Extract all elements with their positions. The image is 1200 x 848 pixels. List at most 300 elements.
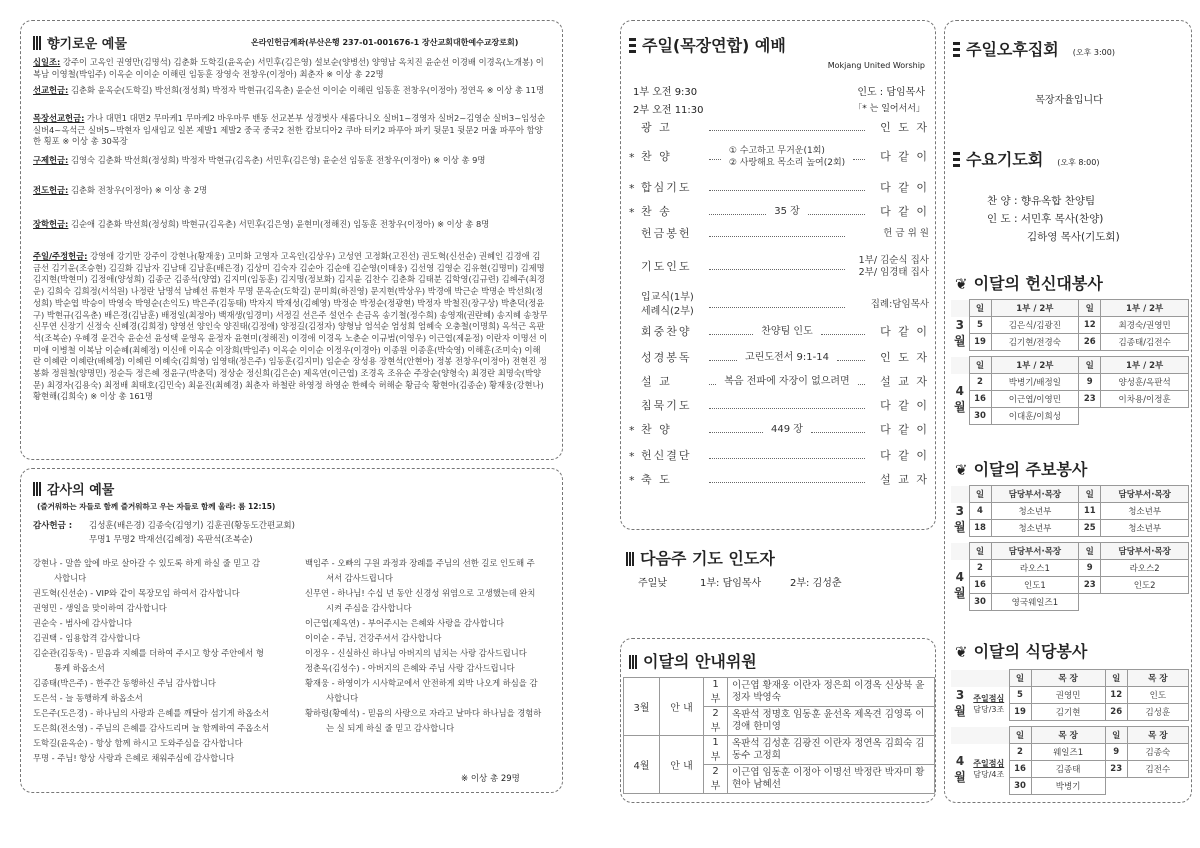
thanks-line: 사합니다 <box>33 573 87 583</box>
order-content: 35 장 <box>774 206 800 217</box>
section-bar-icon <box>629 655 638 669</box>
header-cell: 일 <box>969 543 991 560</box>
header-cell: 담당부서·목장 <box>1101 486 1189 503</box>
wednesday-title: 수요기도회 (오후 8:00) <box>953 147 1100 170</box>
thanks-line: 도은주(도은경) - 하나님의 사랑과 은혜를 깨달아 섬기게 하옵소서 <box>33 708 270 718</box>
right-box <box>944 20 1192 803</box>
dot-leader <box>811 427 865 433</box>
worship-row <box>629 145 929 169</box>
dedication-title: ❦ 이달의 헌신대봉사 <box>955 274 1103 293</box>
offering-label: 전도헌금: <box>33 185 69 195</box>
order-title: 찬 양 <box>641 423 672 436</box>
table-cell: 이대훈/이희성 <box>991 408 1079 425</box>
order-content: 찬양팀 인도 <box>761 326 813 337</box>
usher-part: 1부 <box>704 678 728 707</box>
order-title: 성경봉독 <box>641 351 692 364</box>
dot-leader <box>709 209 766 215</box>
table-cell: 16 <box>1009 761 1031 778</box>
offering-label: 주일/주정헌금: <box>33 251 88 261</box>
table-cell: 청소년부 <box>991 503 1079 520</box>
thanks-line: 김순관(김동욱) - 믿음과 지혜를 더하여 주시고 항상 주안에서 형 <box>33 648 264 658</box>
order-title: 입교식(1부) 세례식(2부) <box>641 292 694 317</box>
spacer-row <box>951 611 1189 617</box>
order-title: 축 도 <box>641 473 672 486</box>
worship-row <box>629 423 929 437</box>
thanks-label: 감사헌금 : <box>33 521 73 531</box>
header-blank <box>951 543 969 560</box>
wednesday-leader: 인 도 : 서민후 목사(찬양) <box>987 213 1104 225</box>
usher-part: 2부 <box>704 765 728 794</box>
time-2: 2부 오전 11:30 <box>633 105 704 116</box>
thanks-title: 감사의 예물 <box>33 479 114 498</box>
thanks-names-1: 김성훈(배은경) 김종숙(김영기) 김훈권(황동도간편교회) <box>89 521 295 531</box>
table-cell: 4 <box>969 503 991 520</box>
table-cell: 권영민 <box>1031 687 1105 704</box>
dot-leader <box>808 209 865 215</box>
header-blank <box>969 727 1009 744</box>
stand-mark: * <box>629 205 635 219</box>
usher-names: 이근엽 황재웅 이란자 정은희 이경옥 신상북 윤정자 박영숙 <box>728 678 935 707</box>
dot-leader <box>709 329 753 335</box>
header-cell: 일 <box>1009 727 1031 744</box>
order-title: 기도인도 <box>641 260 692 273</box>
order-person: 다 같 이 <box>880 181 929 194</box>
afternoon-text: 목장자율입니다 <box>1035 95 1103 106</box>
header-cell: 담당부서·목장 <box>991 486 1079 503</box>
table-cell: 18 <box>969 520 991 537</box>
table-row <box>951 560 1189 577</box>
thanks-verse: (즐거워하는 자들로 함께 즐거워하고 우는 자들로 함께 울라: 롬 12:15) <box>37 502 276 511</box>
offering-box <box>20 20 563 460</box>
table-cell: 2 <box>969 374 991 391</box>
ushers-title: 이달의 안내위원 <box>629 649 757 672</box>
month-cell: 4월 <box>954 753 966 784</box>
duty-lead: 주일점심 <box>973 759 1005 768</box>
offering-text: 강주이 고옥인 권영만(김명석) 김춘화 도학길(윤옥순) 서민후(김은영) 설보순(양병선) 양영남 옥치진 윤순선 이경배 이경옥(노개봉) 이복남 이영철(박임주) 이옥순 이이순 이해린 임동훈 장영숙 전창우(이정아) 최춘자 ※ 이상 총 22명 <box>33 57 544 79</box>
table-cell: 박병기/배정일 <box>991 374 1079 391</box>
next-part1: 1부: 담임목사 <box>700 578 762 589</box>
thanks-line: 김종태(박은주) - 한주간 동행하신 주님 감사합니다 <box>33 678 216 688</box>
header-cell: 1부 / 2부 <box>991 300 1079 317</box>
duty-cell <box>969 744 1009 795</box>
leaf-icon: ❦ <box>955 643 968 661</box>
table-row <box>951 577 1189 594</box>
table-cell: 5 <box>1009 687 1031 704</box>
spacer-row <box>951 425 1189 431</box>
header-cell: 1부 / 2부 <box>1101 357 1189 374</box>
order-content: ① 수고하고 무거운(1회) ② 사랑해요 목소리 높여(2회) <box>728 146 846 168</box>
order-person: 설 교 자 <box>880 375 929 388</box>
table-header <box>951 727 1189 744</box>
order-title: 광 고 <box>641 121 672 134</box>
stand-mark: * <box>629 473 635 487</box>
order-content: 복음 전파에 자장이 없으려면 <box>724 376 850 387</box>
kitchen-title: ❦ 이달의 식당봉사 <box>955 642 1088 661</box>
dot-leader <box>709 185 865 191</box>
table-cell: 2 <box>969 560 991 577</box>
table-cell: 김기현 <box>1031 704 1105 721</box>
next-title: 다음주 기도 인도자 <box>626 546 775 569</box>
order-content: 449 장 <box>771 424 803 435</box>
dot-leader <box>709 154 721 160</box>
next-part2: 2부: 김성춘 <box>790 578 842 589</box>
thanks-line: 도은희(전소영) - 주님의 은혜를 감사드리며 늘 함께하여 주옵소서 <box>33 723 270 733</box>
table-header <box>951 486 1189 503</box>
thanks-line: 김권택 - 임용합격 감사합니다 <box>33 633 141 643</box>
header-cell: 1부 / 2부 <box>991 357 1079 374</box>
header-cell: 목 장 <box>1031 670 1105 687</box>
header-cell: 일 <box>1009 670 1031 687</box>
table-header <box>951 357 1189 374</box>
table-cell: 12 <box>1105 687 1127 704</box>
table-row <box>951 317 1189 334</box>
table-cell: 30 <box>1009 778 1031 795</box>
thanks-line: 권영민 - 생일을 맞이하여 감사합니다 <box>33 603 167 613</box>
stand-note: 「* 는 일어서서」 <box>853 104 925 114</box>
table-row <box>951 391 1189 408</box>
usher-part: 1부 <box>704 736 728 765</box>
table-cell: 라오스2 <box>1101 560 1189 577</box>
table-cell: 웨일즈1 <box>1031 744 1105 761</box>
stand-mark: * <box>629 150 635 164</box>
table-cell: 김전수 <box>1127 761 1188 778</box>
usher-role: 안 내 <box>660 736 704 794</box>
dot-leader <box>709 477 865 483</box>
thanks-line: 신무연 - 하나님! 수십 년 동안 신경성 위염으로 고생했는데 완치 <box>305 588 536 598</box>
ushers-table <box>623 677 935 794</box>
order-person: 다 같 이 <box>880 449 929 462</box>
table-cell: 11 <box>1079 503 1101 520</box>
table-cell: 9 <box>1105 744 1127 761</box>
usher-row <box>624 678 935 707</box>
offering-text: 가나 대면1 대면2 무마케1 무마케2 바우마루 밴동 선교본부 성경벗사 새롬다니오 실버1~경영자 실버2~김영순 실버3~임성순 실버4~옥석근 실버5~박현자 임새임교 일본 제발1 제발2 중국 중국2 천한 캄보디아2 쿠바 터키2 파푸아 파키 뒷문1 뒷문2 머울 파푸아 함양 한 횡포 ※ 이상 총 30목장 <box>33 113 546 147</box>
table-cell: 최경숙/권영민 <box>1101 317 1189 334</box>
table-cell: 16 <box>969 391 991 408</box>
table-cell <box>1127 778 1188 795</box>
offering-item <box>33 219 548 241</box>
order-person: 인 도 자 <box>880 121 929 134</box>
thanks-line: 이근엽(제옥연) - 부어주시는 은혜와 사랑을 감사합니다 <box>305 618 504 628</box>
table-cell: 김종태 <box>1031 761 1105 778</box>
table-cell: 박병기 <box>1031 778 1105 795</box>
table-cell: 23 <box>1105 761 1127 778</box>
header-blank <box>951 357 969 374</box>
order-title: 설 교 <box>641 375 672 388</box>
offering-label: 목장선교헌금: <box>33 113 85 123</box>
order-title: 찬 송 <box>641 205 672 218</box>
header-cell: 일 <box>969 300 991 317</box>
table-cell: 30 <box>969 594 991 611</box>
month-cell: 3월 <box>954 688 966 718</box>
table-cell: 23 <box>1079 391 1101 408</box>
table-cell: 김은식/김광진 <box>991 317 1079 334</box>
order-content: 고린도전서 9:1-14 <box>745 352 829 363</box>
worship-row <box>629 449 929 463</box>
header-cell: 일 <box>1105 727 1127 744</box>
thanks-line: 권순숙 - 범사에 감사합니다 <box>33 618 133 628</box>
usher-names: 옥판석 김성훈 김광진 이란자 정연옥 김희숙 김동수 고정희 <box>728 736 935 765</box>
header-cell: 일 <box>1105 670 1127 687</box>
order-person: 다 같 이 <box>880 205 930 218</box>
order-title: 헌금봉헌 <box>641 227 692 240</box>
table-cell: 19 <box>969 334 991 351</box>
thanks-line: 무명 - 주님! 항상 사랑과 은혜로 채워주심에 감사합니다 <box>33 753 235 763</box>
order-person: 집례:담임목사 <box>870 299 929 310</box>
table-cell <box>1105 778 1127 795</box>
order-person: 설 교 자 <box>880 473 929 486</box>
dot-leader <box>709 231 845 237</box>
order-person: 1부/ 김순식 집사 2부/ 임경태 집사 <box>858 255 929 278</box>
month-cell: 3월 <box>953 318 966 348</box>
thanks-line: 셔서 감사드립니다 <box>305 573 393 583</box>
dot-leader <box>709 302 845 308</box>
worship-row <box>629 325 929 339</box>
offering-item <box>33 155 548 177</box>
order-title: 헌신결단 <box>641 449 692 462</box>
header-cell: 일 <box>1079 543 1101 560</box>
section-mark-icon <box>629 38 636 53</box>
table-row <box>951 687 1189 704</box>
usher-names: 옥판석 정명호 임동훈 윤선옥 제옥견 김영록 이경애 한미영 <box>728 707 935 736</box>
spacer-row <box>951 795 1189 801</box>
order-person: 다 같 이 <box>880 325 930 338</box>
table-cell: 라오스1 <box>991 560 1079 577</box>
stand-mark: * <box>629 181 635 195</box>
dot-leader <box>709 125 865 131</box>
thanks-line: 도학길(윤옥순) - 항상 함께 하시고 도와주심을 감사합니다 <box>33 738 243 748</box>
offering-item <box>33 185 548 207</box>
header-cell: 목 장 <box>1127 727 1188 744</box>
header-cell: 일 <box>1079 300 1101 317</box>
order-title: 회중찬양 <box>641 325 692 338</box>
table-cell <box>1079 594 1101 611</box>
stand-mark: * <box>629 423 635 437</box>
section-bar-icon <box>626 552 635 566</box>
thanks-line: 정춘옥(김성수) - 아버지의 은혜와 주님 사랑 감사드립니다 <box>305 663 515 673</box>
month-cell: 4월 <box>953 569 966 600</box>
bulletin-title: ❦ 이달의 주보봉사 <box>955 460 1088 479</box>
wednesday-leader-2: 김하영 목사(기도회) <box>1027 231 1120 243</box>
dot-leader <box>858 379 865 385</box>
stand-mark: * <box>629 449 635 463</box>
next-leaders <box>620 538 936 618</box>
table-cell: 양성훈/옥판석 <box>1101 374 1189 391</box>
worship-row <box>629 205 929 219</box>
worship-row <box>629 255 929 279</box>
offering-text: 강영애 강기만 강주이 강현나(황재웅) 고미화 고영자 고옥인(김상우) 고성연 고정화(고진선) 권도혁(신선순) 권혜인 김경애 김금선 김기윤(조승현) 김길화 김남자 김남태 김남훈(배은경) 김상미 김숙자 김순아 김순애 김순영(이태웅) 김선영 김영순 김유현(김명미) 김제명 김지현(박현미) 김정애(양성희) 김종군 김종석(양엽) 김지미(임동훈) 김지명(정보화) 김지윤 김찬수 김춘화 김태분 김학영(김규련) 김혜주(최경운) 김희숙 김희정(서석원) 나정란 남명석 남혜선 류현자 무명 문옥순(도학길) 문미희(하진영) 문지현(박상우) 박경애 박근순 박명순 박선희(정성희) 박순엽 박승이 박영숙 박영순(손익도) 박은주(김동태) 박자지 박재성(김혜영) 박정순 박정순(정광현) 박정자 박철진(장구상) 박춘덕(정윤구) 박현규(김옥춘) 배은경(김남훈) 배정일(최정아) 백재생(임경미) 서정길 선은주 설언수 손금옥 송기철(정수희) 송영재(권란혜) 송지혜 송창무 신무연 신장기 신정숙 신혜경(김희정) 양영선 양인숙 양진태(김정애) 양정길(김정자) 양형남 엄석순 엄성희 엄혜숙 오충철(이명희) 옥석근 옥판석(조복순) 우혜경 윤건숙 윤순선 윤성택 윤영옥 윤정자 윤현미(정해진) 이경애 이경옥 노춘순 이규범(이영우) 이근엽(제윤정) 이란자 이명선 이미애 이병철 이복남 이순혜(최혜정) 이신애 이옥순 이장희(박임주) 이옥순 이이순 이정우(이경아) 이종원 이종훈(박숙영) 이해훈(조미숙) 이해란 이혜란 이혜란(배혜정) 이혜린 이혜숙(김희영) 임영태(정은주) 임동훈(김지미) 임순순 장성용 장현석(안현아) 정봉 전창우(이정아) 전현진 정봉화 정원철(양명민) 정순득 정은혜 정윤구(박춘덕) 정상순 정신희(김은순) 제옥연(이근엽) 조경옥 조유순 주장순(양형숙) 최경란 최명숙(박양문) 최경자(김용숙) 최정배 최태호(김민숙) 최윤진(최혜경) 최춘자 하철란 하영정 하영순 한혜숙 허해순 황금숙 황현아(김종순) 황재웅(강현나) 황현해(김희숙) ※ 이상 총 161명 <box>33 251 548 402</box>
table-cell: 인도 <box>1127 687 1188 704</box>
worship-row <box>629 399 929 413</box>
time-1: 1부 오전 9:30 <box>633 87 698 98</box>
header-cell: 일 <box>969 357 991 374</box>
dot-leader <box>837 355 865 361</box>
dot-leader <box>709 355 737 361</box>
worship-row <box>629 375 929 389</box>
duty-sub: 담당/4조 <box>973 770 1005 779</box>
offering-text: 김순애 김춘화 박선희(정성희) 박현규(김옥춘) 서민후(김은영) 윤현미(정해진) 임동훈 전창우(이정아) ※ 이상 총 8명 <box>68 219 490 229</box>
section-mark-icon <box>953 42 960 57</box>
order-person: 헌 금 위 원 <box>883 228 929 239</box>
thanks-box <box>20 468 563 793</box>
table-cell: 26 <box>1079 334 1101 351</box>
thanks-line: 권도혁(신선순) - VIP와 같이 목장모임 하여서 감사합니다 <box>33 588 240 598</box>
table-cell <box>1101 408 1189 425</box>
table-cell: 김성훈 <box>1127 704 1188 721</box>
table-cell: 인도2 <box>1101 577 1189 594</box>
header-blank <box>951 727 969 744</box>
dot-leader <box>709 264 845 270</box>
dot-leader <box>821 329 865 335</box>
thanks-line: 이정우 - 신실하신 하나님 아버지의 넘치는 사랑 감사드립니다 <box>305 648 527 658</box>
dot-leader <box>709 379 716 385</box>
table-cell: 16 <box>969 577 991 594</box>
table-cell: 김종태/김전수 <box>1101 334 1189 351</box>
usher-names: 이근엽 임동훈 이정아 이명선 박정란 박자미 황현아 남혜선 <box>728 765 935 794</box>
thanks-line: 시켜 주심을 감사합니다 <box>305 603 412 613</box>
duty-sub: 담당/3조 <box>973 704 1005 714</box>
table-cell: 인도1 <box>991 577 1079 594</box>
worship-row <box>629 227 929 241</box>
usher-part: 2부 <box>704 707 728 736</box>
worship-row <box>629 181 929 195</box>
table-cell: 김종숙 <box>1127 744 1188 761</box>
table-cell: 9 <box>1079 374 1101 391</box>
worship-row <box>629 291 929 319</box>
header-cell: 담당부서·목장 <box>1101 543 1189 560</box>
section-mark-icon <box>953 152 960 167</box>
worship-title: 주일(목장연합) 예배 <box>629 33 786 56</box>
order-person: 인 도 자 <box>880 351 929 364</box>
table-row <box>951 520 1189 537</box>
thanks-line: 황재웅 - 하영이가 시사학교에서 안전하게 외박 나오게 하심을 감 <box>305 678 538 688</box>
leaf-icon: ❦ <box>955 275 968 293</box>
table-header <box>951 670 1189 687</box>
table-cell: 9 <box>1079 560 1101 577</box>
offering-label: 구제헌금: <box>33 155 69 165</box>
thanks-line: 백임주 - 오빠의 구원 과정과 장례를 주님의 선한 길로 인도해 주 <box>305 558 535 568</box>
account-info: 온라인헌금계좌(부산은행 237-01-001676-1 장산교회대한예수교장로회) <box>251 38 519 47</box>
header-cell: 일 <box>1079 486 1101 503</box>
header-cell: 목 장 <box>1031 727 1105 744</box>
section-bar-icon <box>33 36 42 50</box>
thanks-line: 강현나 - 말씀 앞에 바로 살아갈 수 있도록 하게 하실 줄 믿고 감 <box>33 558 260 568</box>
wednesday-praise: 찬 양 : 향유옥합 찬양팀 <box>987 195 1096 207</box>
table-cell: 26 <box>1105 704 1127 721</box>
worship-row <box>629 121 929 135</box>
ushers-box <box>620 638 936 803</box>
thanks-total: ※ 이상 총 29명 <box>461 774 520 784</box>
worship-english-title: Mokjang United Worship <box>827 61 925 70</box>
dot-leader <box>709 453 865 459</box>
header-blank <box>969 670 1009 687</box>
kitchen-table <box>951 669 1189 801</box>
order-title: 합심기도 <box>641 181 692 194</box>
table-cell: 12 <box>1079 317 1101 334</box>
table-cell: 23 <box>1079 577 1101 594</box>
table-row <box>951 503 1189 520</box>
usher-month: 4월 <box>624 736 660 794</box>
order-title: 침묵기도 <box>641 399 692 412</box>
table-row <box>951 594 1189 611</box>
leaf-icon: ❦ <box>955 461 968 479</box>
table-cell: 2 <box>1009 744 1031 761</box>
section-bar-icon <box>33 482 42 496</box>
next-label: 주일낮 <box>638 578 667 589</box>
table-cell <box>1079 408 1101 425</box>
table-header <box>951 543 1189 560</box>
header-blank <box>951 300 969 317</box>
offering-item <box>33 251 548 451</box>
thanks-line: 사합니다 <box>305 693 359 703</box>
dot-leader <box>853 154 865 160</box>
table-cell: 19 <box>1009 704 1031 721</box>
offering-label: 선교헌금: <box>33 85 69 95</box>
table-cell: 30 <box>969 408 991 425</box>
thanks-line: 통케 하옵소서 <box>33 663 105 673</box>
order-title: 찬 양 <box>641 150 672 163</box>
table-cell <box>1101 594 1189 611</box>
table-cell: 김기현/전경숙 <box>991 334 1079 351</box>
table-row <box>951 408 1189 425</box>
month-cell: 3월 <box>953 504 966 534</box>
offering-item <box>33 85 548 107</box>
bulletin-table <box>951 485 1189 617</box>
duty-cell <box>969 687 1009 721</box>
offering-label: 장학헌금: <box>33 219 69 229</box>
table-row <box>951 374 1189 391</box>
leader: 인도 : 담임목사 <box>857 87 925 98</box>
order-person: 다 같 이 <box>880 423 929 436</box>
offering-item <box>33 57 548 83</box>
dot-leader <box>709 403 865 409</box>
thanks-line: 는 실 되게 하실 줄 믿고 감사합니다 <box>305 723 455 733</box>
header-cell: 일 <box>969 486 991 503</box>
usher-role: 안 내 <box>660 678 704 736</box>
header-blank <box>951 486 969 503</box>
usher-row <box>624 736 935 765</box>
worship-row <box>629 351 929 365</box>
order-person: 다 같 이 <box>880 399 929 412</box>
table-cell: 청소년부 <box>1101 520 1189 537</box>
usher-month: 3월 <box>624 678 660 736</box>
table-cell: 청소년부 <box>991 520 1079 537</box>
thanks-line: 도은석 - 늘 동행하게 하옵소서 <box>33 693 143 703</box>
offering-text: 김춘화 전창우(이정아) ※ 이상 총 2명 <box>68 185 208 195</box>
table-cell: 25 <box>1079 520 1101 537</box>
thanks-line: 황하령(황예석) - 믿음의 사랑으로 자라고 날마다 하나님을 경험하 <box>305 708 542 718</box>
offering-text: 김춘화 윤옥순(도학길) 박선희(정성희) 박정자 박현규(김옥춘) 윤순선 이이순 이해린 임동훈 전창우(이정아) 정연옥 ※ 이상 총 11명 <box>68 85 545 95</box>
table-cell: 이근엽/이영민 <box>991 391 1079 408</box>
table-cell: 이차용/이정훈 <box>1101 391 1189 408</box>
table-header <box>951 300 1189 317</box>
header-cell: 목 장 <box>1127 670 1188 687</box>
header-cell: 일 <box>1079 357 1101 374</box>
header-cell: 담당부서·목장 <box>991 543 1079 560</box>
offering-text: 김영숙 김춘화 박선희(정성희) 박정자 박현규(김옥춘) 서민후(김은영) 윤순선 임동훈 전창우(이정아) ※ 이상 총 9명 <box>68 155 486 165</box>
worship-row <box>629 473 929 487</box>
offering-label: 십일조: <box>33 57 61 67</box>
worship-box <box>620 20 936 530</box>
thanks-names-2: 무명1 무명2 박재선(김혜정) 옥판석(조복순) <box>89 535 253 545</box>
header-cell: 1부 / 2부 <box>1101 300 1189 317</box>
dedication-table <box>951 299 1189 431</box>
table-row <box>951 744 1189 761</box>
month-cell: 4월 <box>953 383 966 414</box>
table-row <box>951 334 1189 351</box>
table-cell: 영국웨일즈1 <box>991 594 1079 611</box>
dot-leader <box>709 427 763 433</box>
order-person: 다 같 이 <box>880 150 929 163</box>
